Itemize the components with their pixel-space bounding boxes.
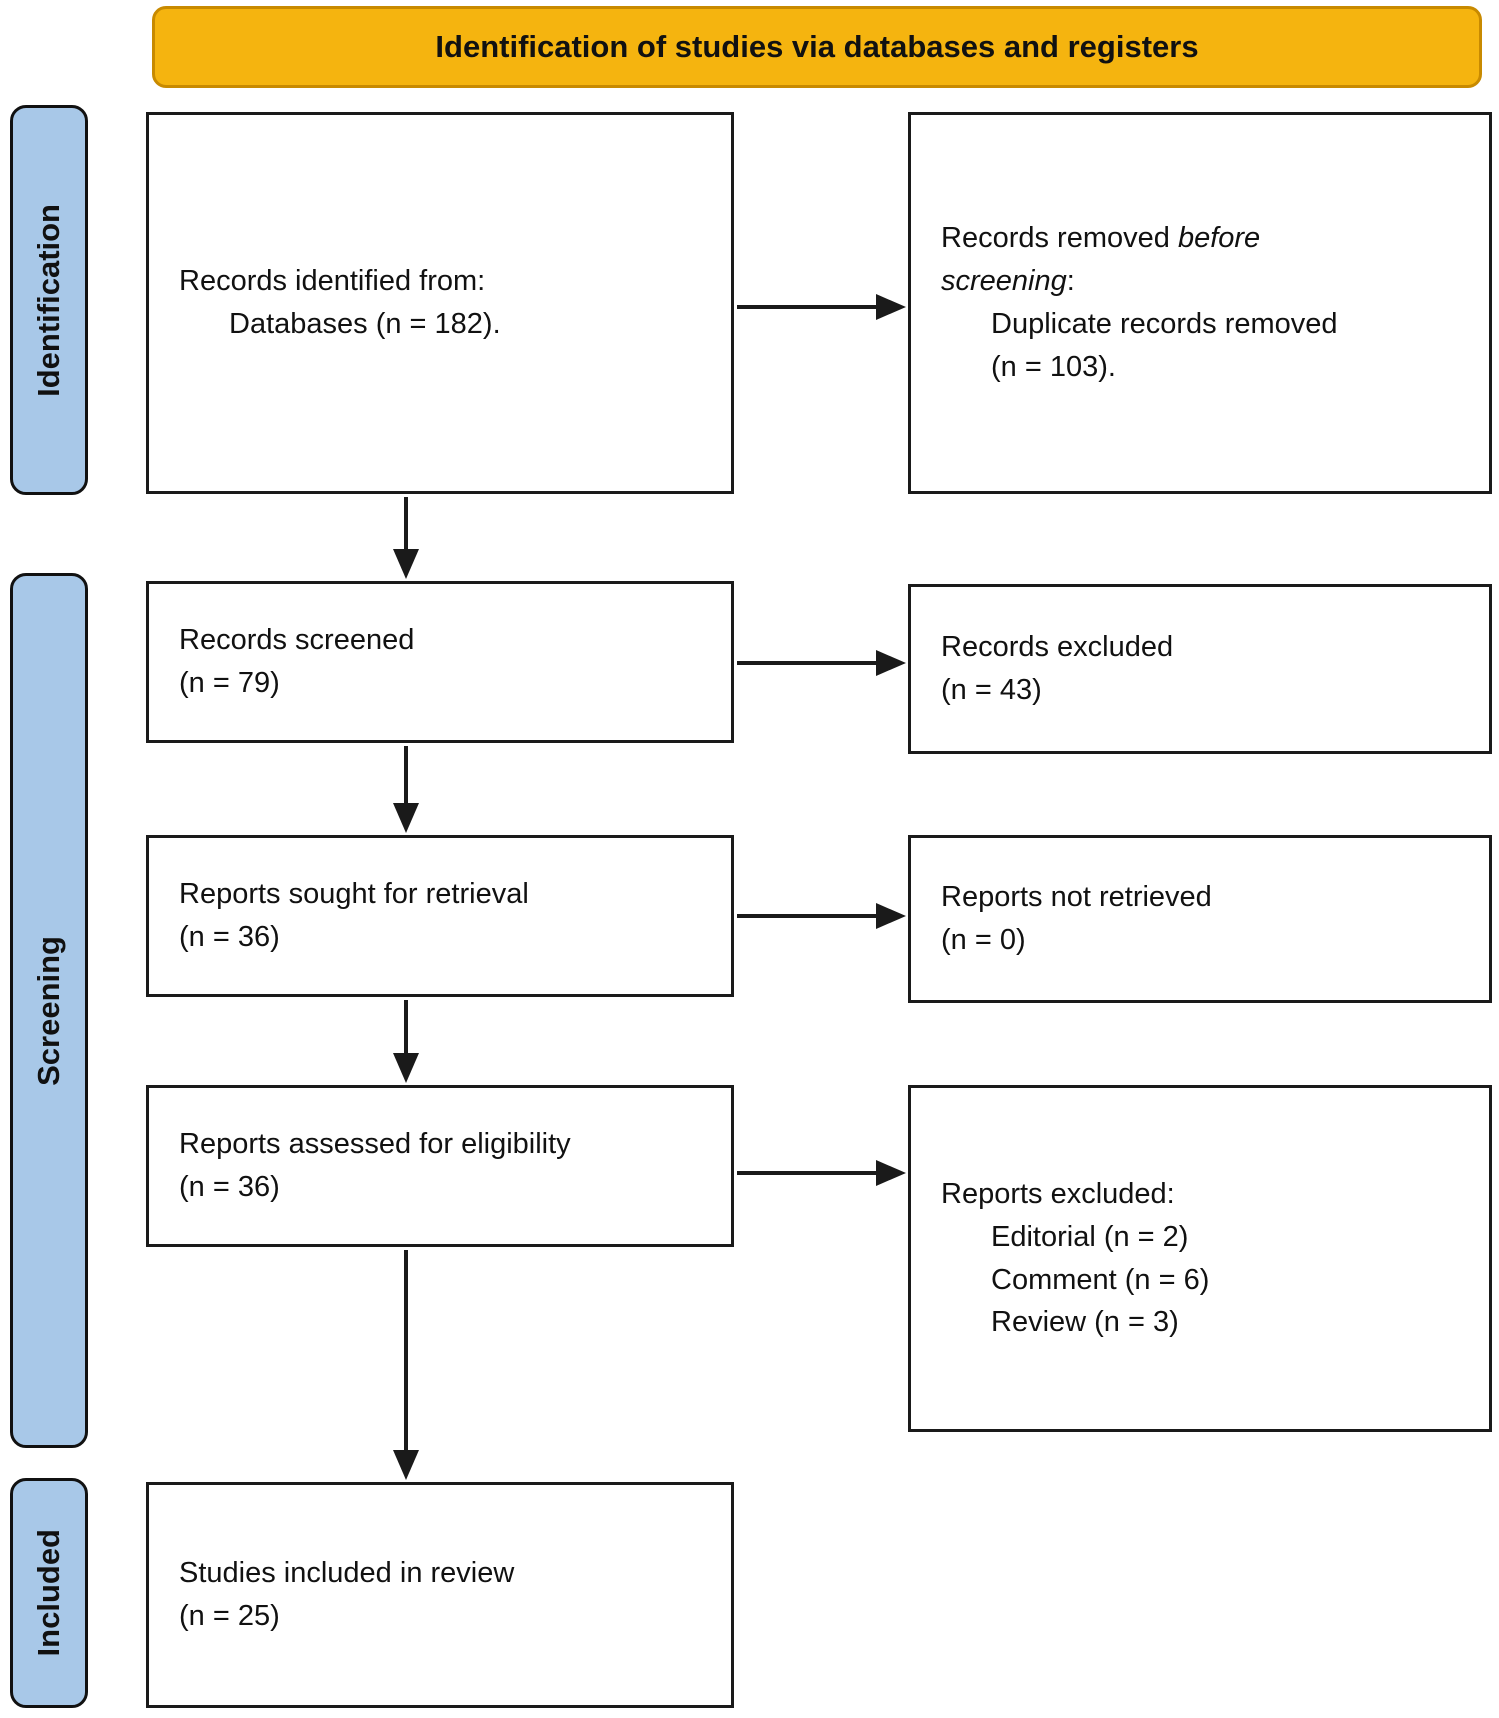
arrow-identified-to-screened — [393, 497, 419, 579]
records-removed-detail — [941, 303, 1467, 389]
box-records-identified — [146, 112, 734, 494]
records-identified-detail: Databases (n = 182). — [229, 308, 501, 340]
studies-included-line1: Studies included in review — [179, 1557, 515, 1590]
box-reports-excluded — [908, 1085, 1492, 1432]
reports-sought-count: (n = 36) — [179, 921, 280, 953]
records-removed-line1-normal: Records removed — [941, 222, 1178, 255]
box-reports-assessed — [146, 1085, 734, 1247]
box-records-removed — [908, 112, 1492, 494]
arrow-screened-to-excluded — [737, 650, 906, 676]
arrow-assessed-to-reports-excluded — [737, 1160, 906, 1186]
records-excluded-count: (n = 43) — [941, 674, 1042, 706]
arrow-screened-to-sought — [393, 746, 419, 833]
records-removed-line2-normal: : — [1066, 265, 1075, 298]
reports-sought-line1: Reports sought for retrieval — [179, 878, 529, 911]
stage-label-screening — [10, 573, 88, 1448]
records-removed-line1-italic: before — [1177, 222, 1261, 255]
reports-excluded-item-editorial: Editorial (n = 2) — [991, 1220, 1189, 1253]
reports-assessed-line1: Reports assessed for eligibility — [179, 1128, 571, 1161]
records-removed-line2 — [941, 260, 1467, 303]
stage-label-screening-text: Screening — [31, 935, 66, 1086]
reports-excluded-header: Reports excluded: — [941, 1177, 1175, 1210]
banner-title — [152, 6, 1482, 88]
records-removed-detail-line1: Duplicate records removed — [991, 308, 1338, 340]
arrow-assessed-to-included — [393, 1250, 419, 1480]
stage-label-identification — [10, 105, 88, 495]
box-records-excluded — [908, 584, 1492, 754]
records-screened-line1: Records screened — [179, 624, 415, 657]
banner-title-text: Identification of studies via databases and registers — [435, 29, 1199, 64]
box-records-screened — [146, 581, 734, 743]
stage-label-included — [10, 1478, 88, 1708]
records-removed-line1 — [941, 217, 1467, 260]
records-screened-count: (n = 79) — [179, 667, 280, 699]
records-removed-detail-line2: (n = 103). — [991, 350, 1116, 383]
records-removed-line2-italic: screening — [941, 265, 1067, 298]
studies-included-count: (n = 25) — [179, 1600, 280, 1632]
box-reports-sought — [146, 835, 734, 997]
reports-not-retrieved-count: (n = 0) — [941, 924, 1026, 956]
stage-label-identification-text: Identification — [31, 203, 66, 397]
box-studies-included — [146, 1482, 734, 1708]
reports-not-retrieved-line1: Reports not retrieved — [941, 881, 1212, 914]
reports-excluded-item-review: Review (n = 3) — [991, 1306, 1179, 1339]
arrow-identified-to-removed — [737, 294, 906, 320]
reports-assessed-count: (n = 36) — [179, 1171, 280, 1203]
arrow-sought-to-assessed — [393, 1000, 419, 1083]
reports-excluded-items — [941, 1216, 1467, 1345]
arrow-sought-to-not-retrieved — [737, 903, 906, 929]
stage-label-included-text: Included — [31, 1529, 66, 1657]
records-excluded-line1: Records excluded — [941, 631, 1174, 664]
records-identified-line1: Records identified from: — [179, 265, 486, 298]
box-reports-not-retrieved — [908, 835, 1492, 1003]
reports-excluded-item-comment: Comment (n = 6) — [991, 1263, 1210, 1296]
